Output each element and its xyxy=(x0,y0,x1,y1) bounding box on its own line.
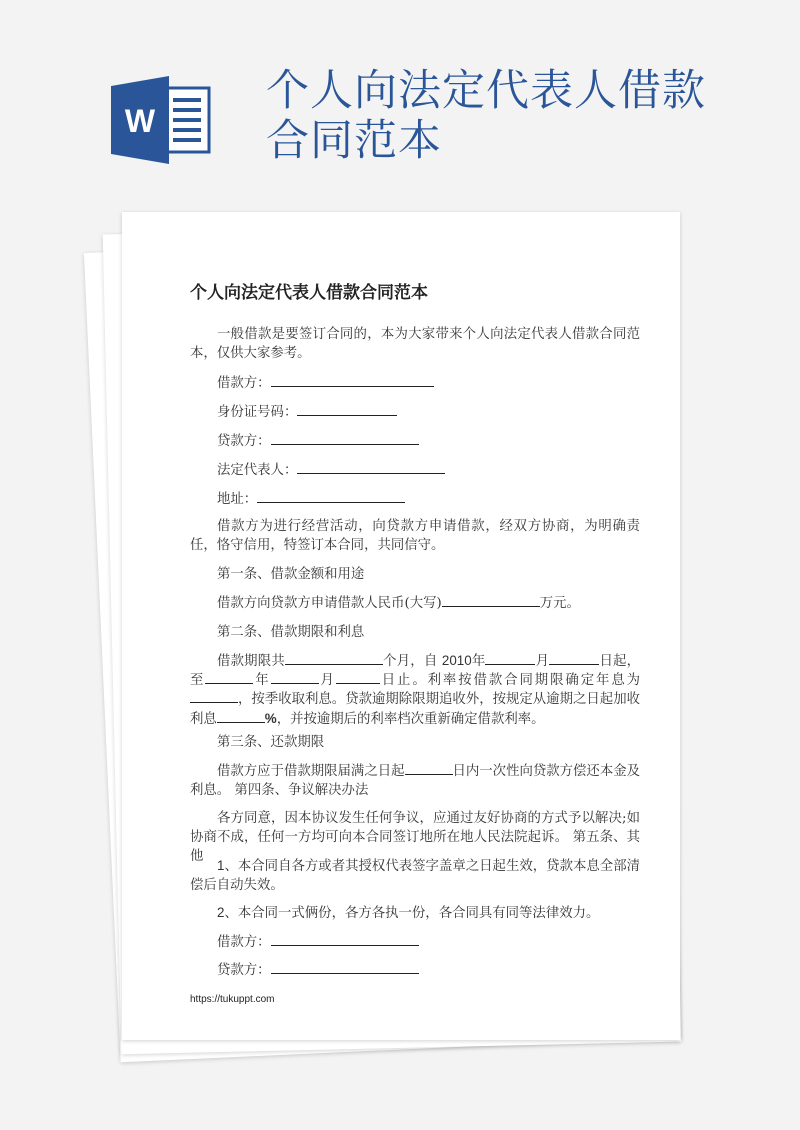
text: 借款方应于借款期限届满之日起 xyxy=(217,764,405,779)
text: 个月，自 xyxy=(382,654,442,669)
field-label: 贷款方： xyxy=(217,434,271,449)
article-3-text xyxy=(190,762,640,800)
banner-title-line1: 个人向法定代表人借款 xyxy=(266,66,706,116)
field-id-number xyxy=(190,403,667,422)
blank-line xyxy=(257,490,405,503)
field-borrower xyxy=(190,374,667,393)
blank-line xyxy=(297,461,445,474)
text: 月 xyxy=(535,654,550,669)
blank-line xyxy=(271,671,319,684)
item-number: 2 xyxy=(217,905,225,920)
signature-borrower xyxy=(190,933,667,952)
field-label: 身份证号码： xyxy=(217,405,298,420)
word-logo-icon xyxy=(111,76,211,164)
blank-line xyxy=(271,374,434,387)
field-legal-rep xyxy=(190,461,667,480)
document-title: 个人向法定代表人借款合同范本 xyxy=(190,283,428,303)
blank-line xyxy=(549,652,599,665)
blank-line xyxy=(271,933,419,946)
field-label: 借款方： xyxy=(217,935,271,950)
text: 借款期限共 xyxy=(217,654,285,669)
field-lender xyxy=(190,432,667,451)
text: 、本合同一式俩份，各方各执一份，各合同具有同等法律效力。 xyxy=(224,906,600,921)
banner-title xyxy=(266,66,706,166)
purpose-paragraph: 借款方为进行经营活动，向贷款方申请借款，经双方协商，为明确责任，恪守信用，特签订本合同，共同信守。 xyxy=(190,519,640,553)
article-3-heading: 第三条、还款期限 xyxy=(217,735,325,750)
blank-line xyxy=(442,594,540,607)
text: 日起，至 xyxy=(190,654,641,688)
text: 日内一次性向贷款方偿还本金及利息。 第四条、争议解决办法 xyxy=(190,764,640,798)
item-number: 1 xyxy=(217,858,225,873)
text: 、本合同自各方或者其授权代表签字盖章之日起生效，贷款本息全部清偿后自动失效。 xyxy=(190,859,640,893)
svg-text:W: W xyxy=(124,103,156,139)
blank-line xyxy=(405,762,453,775)
signature-lender xyxy=(190,961,667,980)
blank-line xyxy=(336,671,380,684)
text: 万元。 xyxy=(539,596,580,611)
blank-line xyxy=(485,652,535,665)
blank-line xyxy=(271,432,419,445)
text: ，按季收取利息。贷款逾期除限期追收外，按规定从逾期之日起加收利息 xyxy=(190,692,640,727)
article-2-text xyxy=(190,651,640,729)
item-2 xyxy=(190,903,640,923)
field-label: 地址： xyxy=(217,492,258,507)
blank-line xyxy=(190,690,238,703)
percent-sign: % xyxy=(264,711,277,726)
blank-line xyxy=(271,961,419,974)
blank-line xyxy=(205,671,253,684)
article-2-heading: 第二条、借款期限和利息 xyxy=(217,625,365,640)
article-4-text: 各方同意，因本协议发生任何争议，应通过友好协商的方式予以解决;如协商不成，任何一方均可向本合同签订地所在地人民法院起诉。 第五条、其他 xyxy=(190,811,640,864)
text: 年 xyxy=(471,654,486,669)
field-label: 贷款方： xyxy=(217,963,271,978)
article-1-text xyxy=(190,594,667,613)
text: 月 xyxy=(318,673,336,688)
text: 借款方向贷款方申请借款人民币(大写) xyxy=(217,596,442,611)
article-1-heading: 第一条、借款金额和用途 xyxy=(217,567,365,582)
blank-line xyxy=(297,403,397,416)
blank-line xyxy=(217,710,265,723)
text: ，并按逾期后的利率档次重新确定借款利率。 xyxy=(276,712,545,727)
banner-title-line2: 合同范本 xyxy=(266,116,442,166)
field-address xyxy=(190,490,667,509)
text: 日止。利率按借款合同期限确定年息为 xyxy=(379,673,641,688)
field-label: 借款方： xyxy=(217,376,271,391)
blank-line xyxy=(285,652,383,665)
text: 年 xyxy=(253,673,271,688)
field-label: 法定代表人： xyxy=(217,463,298,478)
year-value: 2010 xyxy=(441,653,472,668)
intro-paragraph: 一般借款是要签订合同的，本为大家带来个人向法定代表人借款合同范本，仅供大家参考。 xyxy=(190,327,640,361)
item-1 xyxy=(190,856,640,895)
source-url: https://tukuppt.com xyxy=(190,994,275,1005)
